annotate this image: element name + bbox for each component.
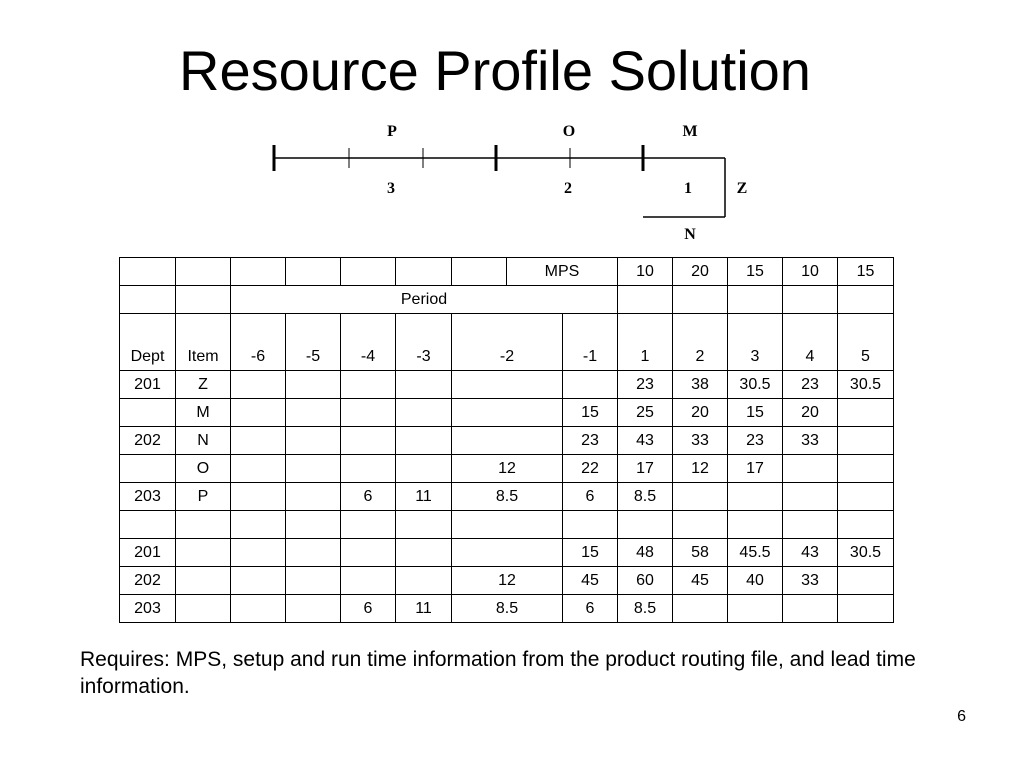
value-cell bbox=[452, 399, 563, 427]
value-cell: 30.5 bbox=[838, 539, 894, 567]
value-cell bbox=[396, 539, 452, 567]
value-cell bbox=[728, 483, 783, 511]
table-row bbox=[120, 539, 894, 567]
value-cell bbox=[396, 399, 452, 427]
value-cell: 30.5 bbox=[838, 371, 894, 399]
value-cell: 30.5 bbox=[728, 371, 783, 399]
value-cell bbox=[396, 455, 452, 483]
value-cell: 8.5 bbox=[618, 483, 673, 511]
header-cell: 5 bbox=[838, 314, 894, 371]
period-label: Period bbox=[231, 286, 618, 314]
period-row bbox=[120, 286, 894, 314]
value-cell: 17 bbox=[618, 455, 673, 483]
page-number: 6 bbox=[957, 708, 966, 725]
header-cell: 1 bbox=[618, 314, 673, 371]
value-cell bbox=[286, 483, 341, 511]
item-cell: Z bbox=[176, 371, 231, 399]
value-cell bbox=[286, 595, 341, 623]
value-cell: 6 bbox=[563, 595, 618, 623]
header-cell: -3 bbox=[396, 314, 452, 371]
value-cell: 33 bbox=[783, 427, 838, 455]
dept-cell bbox=[120, 399, 176, 427]
value-cell bbox=[728, 595, 783, 623]
mps-row bbox=[120, 258, 894, 286]
header-cell: 2 bbox=[673, 314, 728, 371]
value-cell: 17 bbox=[728, 455, 783, 483]
value-cell: 6 bbox=[341, 483, 396, 511]
dept-cell: 201 bbox=[120, 371, 176, 399]
value-cell bbox=[838, 511, 894, 539]
value-cell bbox=[673, 483, 728, 511]
item-cell bbox=[176, 595, 231, 623]
value-cell: 15 bbox=[563, 399, 618, 427]
value-cell bbox=[286, 399, 341, 427]
value-cell bbox=[286, 511, 341, 539]
table-row bbox=[120, 455, 894, 483]
table-row bbox=[120, 483, 894, 511]
header-cell: -1 bbox=[563, 314, 618, 371]
value-cell: 12 bbox=[452, 567, 563, 595]
dept-cell bbox=[120, 511, 176, 539]
table-row bbox=[120, 371, 894, 399]
value-cell: 45 bbox=[563, 567, 618, 595]
value-cell bbox=[231, 539, 286, 567]
value-cell bbox=[286, 427, 341, 455]
value-cell: 58 bbox=[673, 539, 728, 567]
header-row bbox=[120, 314, 894, 371]
dept-cell: 201 bbox=[120, 539, 176, 567]
item-cell: M bbox=[176, 399, 231, 427]
value-cell: 23 bbox=[728, 427, 783, 455]
value-cell: 40 bbox=[728, 567, 783, 595]
table-body bbox=[120, 371, 894, 623]
value-cell bbox=[452, 427, 563, 455]
timeline-label-z: Z bbox=[736, 180, 748, 197]
item-cell: N bbox=[176, 427, 231, 455]
value-cell: 38 bbox=[673, 371, 728, 399]
mps-value: 10 bbox=[783, 258, 838, 286]
value-cell: 45 bbox=[673, 567, 728, 595]
value-cell bbox=[452, 511, 563, 539]
value-cell bbox=[231, 427, 286, 455]
table-row bbox=[120, 567, 894, 595]
value-cell bbox=[341, 399, 396, 427]
table-row bbox=[120, 511, 894, 539]
value-cell bbox=[563, 511, 618, 539]
table-row bbox=[120, 399, 894, 427]
value-cell bbox=[286, 371, 341, 399]
value-cell bbox=[728, 511, 783, 539]
item-cell bbox=[176, 567, 231, 595]
value-cell: 12 bbox=[673, 455, 728, 483]
timeline-period-2: 2 bbox=[564, 180, 572, 197]
value-cell: 33 bbox=[783, 567, 838, 595]
value-cell: 23 bbox=[618, 371, 673, 399]
value-cell: 8.5 bbox=[452, 595, 563, 623]
value-cell: 15 bbox=[728, 399, 783, 427]
value-cell bbox=[838, 427, 894, 455]
value-cell: 25 bbox=[618, 399, 673, 427]
value-cell: 8.5 bbox=[452, 483, 563, 511]
header-cell: 4 bbox=[783, 314, 838, 371]
header-cell: -4 bbox=[341, 314, 396, 371]
value-cell bbox=[396, 371, 452, 399]
value-cell: 6 bbox=[563, 483, 618, 511]
value-cell bbox=[838, 399, 894, 427]
header-cell: 3 bbox=[728, 314, 783, 371]
value-cell bbox=[783, 595, 838, 623]
resource-profile-table bbox=[119, 257, 894, 623]
value-cell: 45.5 bbox=[728, 539, 783, 567]
dept-cell bbox=[120, 455, 176, 483]
mps-label: MPS bbox=[507, 258, 618, 286]
header-cell: -2 bbox=[452, 314, 563, 371]
timeline-label-o: O bbox=[562, 123, 576, 140]
value-cell bbox=[783, 455, 838, 483]
header-cell: -5 bbox=[286, 314, 341, 371]
item-cell: P bbox=[176, 483, 231, 511]
mps-value: 10 bbox=[618, 258, 673, 286]
value-cell: 20 bbox=[783, 399, 838, 427]
value-cell bbox=[231, 567, 286, 595]
value-cell bbox=[341, 371, 396, 399]
requirements-note: Requires: MPS, setup and run time information from the product routing file, and lead time information. bbox=[80, 648, 916, 698]
value-cell bbox=[341, 427, 396, 455]
value-cell: 23 bbox=[783, 371, 838, 399]
timeline-label-n: N bbox=[684, 226, 696, 243]
value-cell bbox=[341, 567, 396, 595]
value-cell: 20 bbox=[673, 399, 728, 427]
value-cell: 60 bbox=[618, 567, 673, 595]
value-cell bbox=[396, 427, 452, 455]
value-cell: 22 bbox=[563, 455, 618, 483]
value-cell bbox=[838, 595, 894, 623]
dept-cell: 203 bbox=[120, 483, 176, 511]
timeline-period-3: 3 bbox=[387, 180, 395, 197]
timeline-period-1: 1 bbox=[684, 180, 692, 197]
value-cell bbox=[783, 511, 838, 539]
value-cell bbox=[396, 567, 452, 595]
value-cell bbox=[838, 455, 894, 483]
value-cell bbox=[673, 511, 728, 539]
value-cell: 8.5 bbox=[618, 595, 673, 623]
value-cell bbox=[783, 483, 838, 511]
mps-value: 15 bbox=[728, 258, 783, 286]
value-cell: 6 bbox=[341, 595, 396, 623]
dept-cell: 203 bbox=[120, 595, 176, 623]
value-cell: 43 bbox=[618, 427, 673, 455]
value-cell bbox=[452, 539, 563, 567]
value-cell bbox=[231, 511, 286, 539]
value-cell: 12 bbox=[452, 455, 563, 483]
value-cell bbox=[286, 539, 341, 567]
value-cell bbox=[341, 511, 396, 539]
value-cell bbox=[231, 399, 286, 427]
value-cell bbox=[618, 511, 673, 539]
value-cell bbox=[838, 567, 894, 595]
value-cell: 11 bbox=[396, 595, 452, 623]
slide-title: Resource Profile Solution bbox=[179, 39, 811, 102]
timeline-label-p: P bbox=[387, 123, 397, 140]
dept-cell: 202 bbox=[120, 427, 176, 455]
item-cell bbox=[176, 511, 231, 539]
value-cell bbox=[231, 595, 286, 623]
value-cell bbox=[286, 455, 341, 483]
value-cell bbox=[563, 371, 618, 399]
value-cell: 15 bbox=[563, 539, 618, 567]
header-cell: Item bbox=[176, 314, 231, 371]
value-cell bbox=[673, 595, 728, 623]
value-cell bbox=[341, 539, 396, 567]
value-cell bbox=[231, 455, 286, 483]
value-cell bbox=[396, 511, 452, 539]
item-cell: O bbox=[176, 455, 231, 483]
value-cell bbox=[286, 567, 341, 595]
lead-time-diagram bbox=[0, 0, 1024, 260]
mps-value: 15 bbox=[838, 258, 894, 286]
header-cell: Dept bbox=[120, 314, 176, 371]
value-cell bbox=[231, 483, 286, 511]
value-cell bbox=[452, 371, 563, 399]
value-cell: 11 bbox=[396, 483, 452, 511]
value-cell bbox=[231, 371, 286, 399]
table-row bbox=[120, 427, 894, 455]
value-cell: 23 bbox=[563, 427, 618, 455]
value-cell: 43 bbox=[783, 539, 838, 567]
value-cell bbox=[838, 483, 894, 511]
item-cell bbox=[176, 539, 231, 567]
value-cell bbox=[341, 455, 396, 483]
mps-value: 20 bbox=[673, 258, 728, 286]
timeline-label-m: M bbox=[682, 123, 698, 140]
value-cell: 48 bbox=[618, 539, 673, 567]
dept-cell: 202 bbox=[120, 567, 176, 595]
value-cell: 33 bbox=[673, 427, 728, 455]
header-cell: -6 bbox=[231, 314, 286, 371]
table-row bbox=[120, 595, 894, 623]
